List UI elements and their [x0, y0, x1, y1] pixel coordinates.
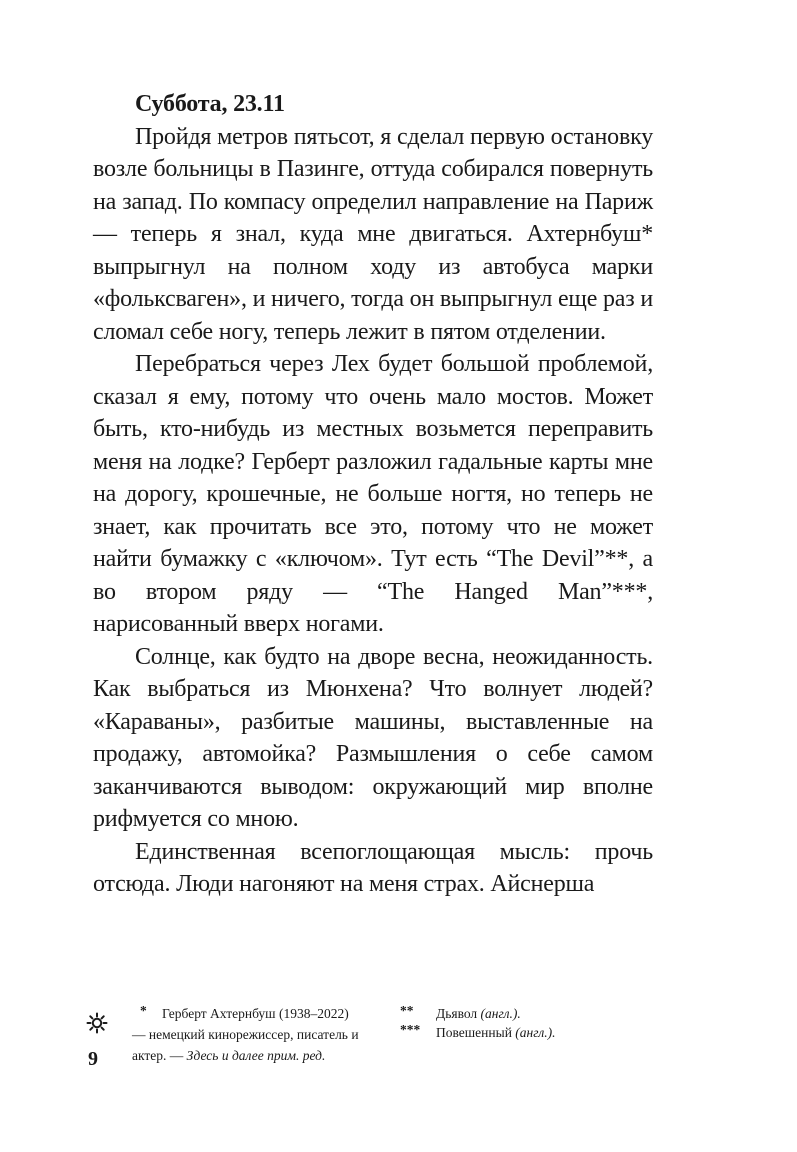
- footnote-3-mark: ***: [400, 1022, 421, 1037]
- footnote-2-mark: **: [400, 1003, 414, 1018]
- footnote-1-text: Герберт Ахтернбуш (1938–2022) — немецкий кинорежиссер, писатель и актер. —: [132, 1006, 359, 1063]
- footnote-3-text: Повешенный: [436, 1025, 512, 1040]
- page-number: 9: [88, 1048, 98, 1070]
- footnote-2-text: Дьявол: [436, 1006, 478, 1021]
- footnote-1: [132, 1003, 362, 1066]
- sun-icon: [86, 1012, 108, 1034]
- footnote-2-italic: (англ.).: [480, 1006, 521, 1021]
- footnote-2: [436, 1003, 636, 1024]
- footnote-1-mark: *: [140, 1003, 147, 1018]
- paragraph-1: Пройдя метров пятьсот, я сделал первую остановку возле больницы в Пазинге, оттуда собирался повернуть на запад. По компасу определил направление на Париж — теперь я знал, куда мне двигаться. Ахтернбуш* выпрыгнул на полном ходу из автобуса марки «фольксваген», и ничего, тогда он выпрыгнул еще раз и сломал себе ногу, теперь лежит в пятом отделении.: [93, 123, 653, 345]
- footnote-3: [436, 1022, 636, 1043]
- paragraph-2: Перебраться через Лех будет большой проблемой, сказал я ему, потому что очень мало мостов. Может быть, кто-нибудь из местных возьмется переправить меня на лодке? Герберт разложил гадальные карты мне на дорогу, крошечные, не больше ногтя, но теперь не знает, как прочитать все это, потому что не может найти бумажку с «ключом». Тут есть “The Devil”**, а во втором ряду — “The Hanged Man”***, нарисованный вверх ногами.: [93, 351, 653, 637]
- footnote-1-italic: Здесь и далее прим. ред.: [186, 1048, 326, 1063]
- date-heading: Суббота, 23.11: [135, 91, 285, 117]
- paragraph-3: Солнце, как будто на дворе весна, неожиданность. Как выбраться из Мюнхена? Что волнует людей? «Караваны», разбитые машины, выставленные на продажу, автомойка? Размышления о себе самом заканчиваются выводом: окружающий мир вполне рифмуется со мною.: [93, 643, 653, 832]
- paragraph-4: Единственная всепоглощающая мысль: прочь отсюда. Люди нагоняют на меня страх. Айснерша: [93, 838, 653, 897]
- footnote-3-italic: (англ.).: [515, 1025, 556, 1040]
